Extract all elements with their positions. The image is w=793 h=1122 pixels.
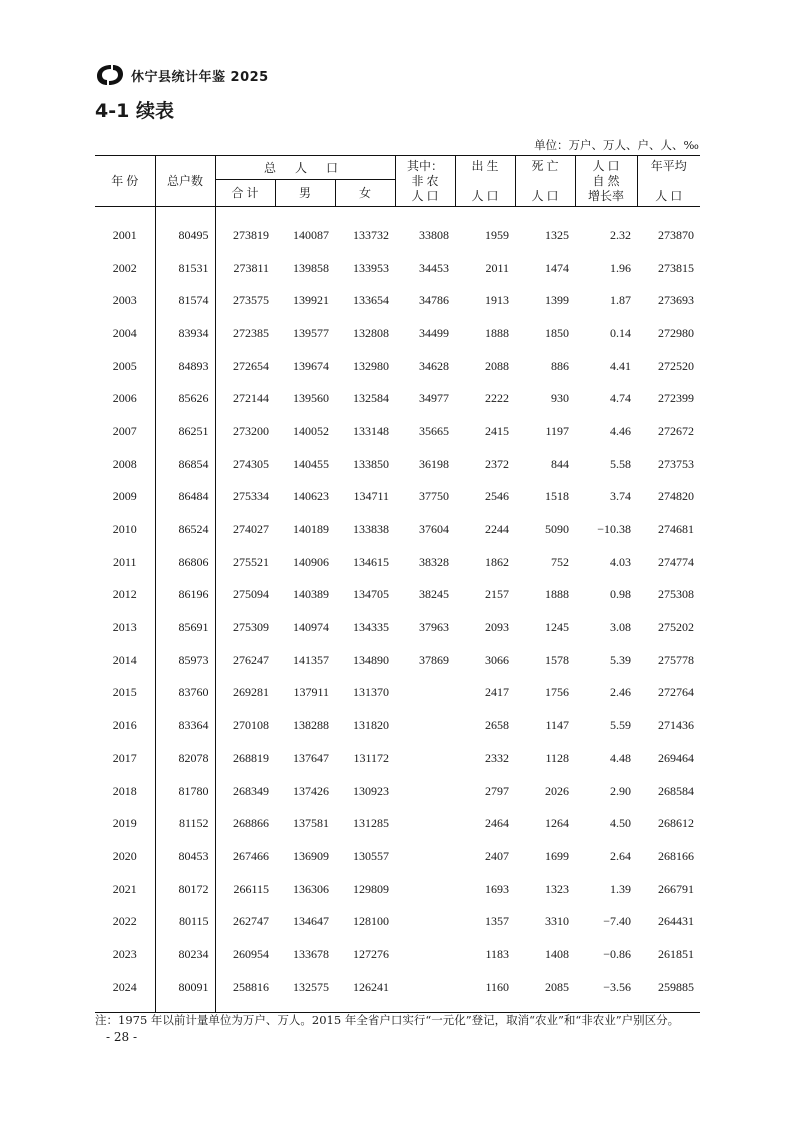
col-households: 总户数 <box>155 156 215 207</box>
table-row <box>95 317 700 350</box>
value-cell: 2222 <box>485 391 509 406</box>
col-average-population: 年平均 人 口 <box>637 156 700 207</box>
value-cell: 268349 <box>233 783 269 798</box>
value-cell: 134647 <box>293 914 329 929</box>
value-cell: 3.74 <box>610 489 631 504</box>
year-cell: 2006 <box>95 382 155 415</box>
value-cell: 1888 <box>485 325 509 340</box>
value-cell <box>395 905 455 938</box>
value-cell: 273575 <box>233 293 269 308</box>
value-cell: 3.08 <box>610 620 631 635</box>
value-cell: 272764 <box>658 685 694 700</box>
table-row <box>95 382 700 415</box>
value-cell: 275202 <box>658 620 694 635</box>
value-cell: 35665 <box>419 423 449 438</box>
col-year: 年 份 <box>95 156 155 207</box>
value-cell: 139577 <box>293 325 329 340</box>
value-cell: 268584 <box>658 783 694 798</box>
value-cell: 1474 <box>545 260 569 275</box>
col-male: 男 <box>275 180 335 207</box>
value-cell: 273815 <box>658 260 694 275</box>
value-cell: 37963 <box>419 620 449 635</box>
year-cell: 2012 <box>95 579 155 612</box>
value-cell: 133838 <box>353 522 389 537</box>
value-cell: −7.40 <box>603 914 631 929</box>
value-cell: 262747 <box>233 914 269 929</box>
value-cell: 131285 <box>353 816 389 831</box>
year-cell: 2015 <box>95 677 155 710</box>
value-cell: 2011 <box>485 260 509 275</box>
value-cell: 37750 <box>419 489 449 504</box>
year-cell: 2016 <box>95 709 155 742</box>
value-cell: 272672 <box>658 423 694 438</box>
col-deaths: 死 亡 人 口 <box>515 156 575 207</box>
value-cell: 1160 <box>455 971 515 1012</box>
table-row <box>95 873 700 906</box>
value-cell: 141357 <box>293 652 329 667</box>
year-cell: 2007 <box>95 415 155 448</box>
value-cell: 1.96 <box>610 260 631 275</box>
value-cell: 275334 <box>233 489 269 504</box>
value-cell <box>395 971 455 1012</box>
year-cell: 2018 <box>95 775 155 808</box>
value-cell: 133678 <box>293 946 329 961</box>
value-cell: 134335 <box>353 620 389 635</box>
value-cell: 844 <box>551 456 569 471</box>
table-row <box>95 284 700 317</box>
table-row <box>95 775 700 808</box>
value-cell: 266115 <box>233 881 269 896</box>
value-cell: 134711 <box>353 489 389 504</box>
value-cell: 80172 <box>155 873 215 906</box>
table-row <box>95 742 700 775</box>
value-cell: 81531 <box>155 252 215 285</box>
year-cell: 2005 <box>95 350 155 383</box>
value-cell: 2407 <box>485 848 509 863</box>
value-cell: 2093 <box>485 620 509 635</box>
value-cell: 133850 <box>353 456 389 471</box>
value-cell: 2085 <box>515 971 575 1012</box>
value-cell <box>395 677 455 710</box>
table-row <box>95 350 700 383</box>
value-cell: 130557 <box>353 848 389 863</box>
year-cell: 2020 <box>95 840 155 873</box>
value-cell: 5090 <box>545 522 569 537</box>
value-cell: 2546 <box>485 489 509 504</box>
page-header <box>95 62 269 88</box>
value-cell: 84893 <box>155 350 215 383</box>
year-cell: 2022 <box>95 905 155 938</box>
value-cell: 132808 <box>353 325 389 340</box>
table-row <box>95 938 700 971</box>
value-cell: 137581 <box>293 816 329 831</box>
value-cell: −0.86 <box>603 946 631 961</box>
value-cell: 4.41 <box>610 358 631 373</box>
year-cell: 2009 <box>95 481 155 514</box>
value-cell: 126241 <box>335 971 395 1012</box>
value-cell: 140906 <box>293 554 329 569</box>
value-cell: 275308 <box>658 587 694 602</box>
value-cell: 133953 <box>353 260 389 275</box>
value-cell: 37869 <box>419 652 449 667</box>
value-cell: 80495 <box>155 207 215 252</box>
value-cell: 131820 <box>353 718 389 733</box>
value-cell: 274027 <box>233 522 269 537</box>
value-cell: 272144 <box>233 391 269 406</box>
population-table <box>95 155 700 1013</box>
value-cell: 132575 <box>275 971 335 1012</box>
value-cell: 4.50 <box>610 816 631 831</box>
table-row <box>95 252 700 285</box>
table-row <box>95 415 700 448</box>
year-cell: 2003 <box>95 284 155 317</box>
value-cell: 1699 <box>545 848 569 863</box>
value-cell <box>395 807 455 840</box>
value-cell: 886 <box>551 358 569 373</box>
value-cell: 270108 <box>233 718 269 733</box>
value-cell: 1756 <box>545 685 569 700</box>
value-cell: 1325 <box>545 227 569 242</box>
value-cell: 85691 <box>155 611 215 644</box>
value-cell: 273693 <box>658 293 694 308</box>
value-cell: 82078 <box>155 742 215 775</box>
col-growth-rate: 人 口 自 然 增长率 <box>575 156 637 207</box>
value-cell: −10.38 <box>597 522 631 537</box>
value-cell: 1128 <box>545 750 569 765</box>
value-cell: 268612 <box>658 816 694 831</box>
value-cell: 273870 <box>658 227 694 242</box>
value-cell: 276247 <box>233 652 269 667</box>
value-cell <box>395 775 455 808</box>
value-cell: 86854 <box>155 448 215 481</box>
year-cell: 2011 <box>95 546 155 579</box>
value-cell: 86251 <box>155 415 215 448</box>
value-cell: 274774 <box>658 554 694 569</box>
value-cell: 274305 <box>233 456 269 471</box>
value-cell: 1.39 <box>610 881 631 896</box>
value-cell: 273811 <box>233 260 269 275</box>
value-cell: 266791 <box>658 881 694 896</box>
value-cell: 34628 <box>419 358 449 373</box>
value-cell: 38245 <box>419 587 449 602</box>
value-cell: 275094 <box>233 587 269 602</box>
value-cell: 139858 <box>293 260 329 275</box>
value-cell: 1183 <box>485 946 509 961</box>
value-cell: 86484 <box>155 481 215 514</box>
value-cell: 264431 <box>658 914 694 929</box>
value-cell: 2372 <box>485 456 509 471</box>
value-cell: 259885 <box>637 971 700 1012</box>
value-cell: 1693 <box>485 881 509 896</box>
value-cell: 1264 <box>545 816 569 831</box>
value-cell: 2157 <box>485 587 509 602</box>
year-cell: 2004 <box>95 317 155 350</box>
value-cell: 140189 <box>293 522 329 537</box>
value-cell: 273753 <box>658 456 694 471</box>
value-cell: 140389 <box>293 587 329 602</box>
value-cell: 1408 <box>545 946 569 961</box>
col-female: 女 <box>335 180 395 207</box>
value-cell: 930 <box>551 391 569 406</box>
value-cell: 2332 <box>485 750 509 765</box>
value-cell: 86524 <box>155 513 215 546</box>
value-cell: 1357 <box>485 914 509 929</box>
page-number: - 28 - <box>106 1030 138 1044</box>
value-cell: 5.59 <box>610 718 631 733</box>
value-cell: 268866 <box>233 816 269 831</box>
value-cell: 139674 <box>293 358 329 373</box>
value-cell: 267466 <box>233 848 269 863</box>
value-cell: 80234 <box>155 938 215 971</box>
value-cell: 4.74 <box>610 391 631 406</box>
value-cell: 36198 <box>419 456 449 471</box>
value-cell: 132584 <box>353 391 389 406</box>
value-cell: 1888 <box>545 587 569 602</box>
value-cell: 134890 <box>353 652 389 667</box>
table-row <box>95 546 700 579</box>
value-cell: 136306 <box>293 881 329 896</box>
value-cell <box>395 873 455 906</box>
value-cell: 80091 <box>155 971 215 1012</box>
value-cell: 268819 <box>233 750 269 765</box>
year-cell: 2013 <box>95 611 155 644</box>
table-row <box>95 579 700 612</box>
value-cell: 1578 <box>545 652 569 667</box>
value-cell: 261851 <box>658 946 694 961</box>
value-cell: 2.32 <box>610 227 631 242</box>
value-cell: 134705 <box>353 587 389 602</box>
value-cell: 81574 <box>155 284 215 317</box>
value-cell: 140974 <box>293 620 329 635</box>
value-cell: 0.98 <box>610 587 631 602</box>
table-row <box>95 677 700 710</box>
value-cell <box>395 938 455 971</box>
year-cell: 2010 <box>95 513 155 546</box>
value-cell: 2.64 <box>610 848 631 863</box>
value-cell: 272385 <box>233 325 269 340</box>
value-cell: 268166 <box>658 848 694 863</box>
table-row <box>95 644 700 677</box>
value-cell: 2026 <box>545 783 569 798</box>
value-cell: 1518 <box>545 489 569 504</box>
value-cell: 140052 <box>293 423 329 438</box>
value-cell: 33808 <box>419 227 449 242</box>
footnote: 注：1975 年以前计量单位为万户、万人。2015 年全省户口实行“一元化”登记，取消“农业”和“非农业”户别区分。 <box>95 1013 680 1027</box>
value-cell: 139921 <box>293 293 329 308</box>
col-nonagri: 其中： 非 农 人 口 <box>395 156 455 207</box>
table-row <box>95 709 700 742</box>
value-cell: 273200 <box>233 423 269 438</box>
value-cell: 83934 <box>155 317 215 350</box>
value-cell: 134615 <box>353 554 389 569</box>
col-total: 合 计 <box>215 180 275 207</box>
value-cell: 4.46 <box>610 423 631 438</box>
table-row <box>95 448 700 481</box>
value-cell: 133732 <box>353 227 389 242</box>
value-cell: 34786 <box>419 293 449 308</box>
value-cell: 37604 <box>419 522 449 537</box>
value-cell: 274681 <box>658 522 694 537</box>
value-cell: 274820 <box>658 489 694 504</box>
value-cell: 80453 <box>155 840 215 873</box>
value-cell: 275309 <box>233 620 269 635</box>
value-cell: 5.39 <box>610 652 631 667</box>
value-cell: 34453 <box>419 260 449 275</box>
value-cell: 81780 <box>155 775 215 808</box>
value-cell: 1147 <box>545 718 569 733</box>
value-cell: 275521 <box>233 554 269 569</box>
value-cell: 2088 <box>485 358 509 373</box>
yearbook-logo-icon <box>95 63 125 87</box>
value-cell: 269281 <box>233 685 269 700</box>
value-cell: 86806 <box>155 546 215 579</box>
value-cell: 269464 <box>658 750 694 765</box>
value-cell: 258816 <box>215 971 275 1012</box>
value-cell: 85626 <box>155 382 215 415</box>
value-cell: 272980 <box>658 325 694 340</box>
table-row <box>95 971 700 1012</box>
value-cell: 1959 <box>485 227 509 242</box>
value-cell: 130923 <box>353 783 389 798</box>
book-title: 休宁县统计年鉴 2025 <box>131 69 269 85</box>
year-cell: 2024 <box>95 971 155 1012</box>
value-cell: 80115 <box>155 905 215 938</box>
value-cell: 272520 <box>658 358 694 373</box>
value-cell <box>395 742 455 775</box>
table-row <box>95 840 700 873</box>
value-cell: 1323 <box>545 881 569 896</box>
value-cell: 752 <box>551 554 569 569</box>
value-cell: 3066 <box>485 652 509 667</box>
table-row <box>95 481 700 514</box>
year-cell: 2002 <box>95 252 155 285</box>
value-cell: 275778 <box>658 652 694 667</box>
year-cell: 2019 <box>95 807 155 840</box>
value-cell: 1862 <box>485 554 509 569</box>
value-cell: 2658 <box>485 718 509 733</box>
table-row <box>95 905 700 938</box>
year-cell: 2014 <box>95 644 155 677</box>
value-cell: 38328 <box>419 554 449 569</box>
value-cell: 85973 <box>155 644 215 677</box>
value-cell: 273819 <box>233 227 269 242</box>
year-cell: 2017 <box>95 742 155 775</box>
value-cell: 4.48 <box>610 750 631 765</box>
value-cell: 137911 <box>293 685 329 700</box>
table-row <box>95 611 700 644</box>
year-cell: 2001 <box>95 207 155 252</box>
section-title: 4-1 续表 <box>95 100 174 122</box>
value-cell: 5.58 <box>610 456 631 471</box>
value-cell: 131172 <box>353 750 389 765</box>
value-cell: 2417 <box>485 685 509 700</box>
year-cell: 2023 <box>95 938 155 971</box>
table-row <box>95 207 700 252</box>
value-cell: 83760 <box>155 677 215 710</box>
value-cell: 129809 <box>353 881 389 896</box>
value-cell: 86196 <box>155 579 215 612</box>
value-cell: −3.56 <box>575 971 637 1012</box>
value-cell: 132980 <box>353 358 389 373</box>
col-total-population: 总 人 口 <box>215 156 395 180</box>
value-cell: 1850 <box>545 325 569 340</box>
col-births: 出 生 人 口 <box>455 156 515 207</box>
value-cell: 128100 <box>353 914 389 929</box>
value-cell: 137647 <box>293 750 329 765</box>
value-cell: 1197 <box>545 423 569 438</box>
value-cell: 133148 <box>353 423 389 438</box>
table-row <box>95 807 700 840</box>
value-cell: 2.46 <box>610 685 631 700</box>
value-cell: 2464 <box>485 816 509 831</box>
value-cell: 138288 <box>293 718 329 733</box>
value-cell: 2.90 <box>610 783 631 798</box>
table-row <box>95 513 700 546</box>
value-cell: 139560 <box>293 391 329 406</box>
value-cell: 133654 <box>353 293 389 308</box>
value-cell: 131370 <box>353 685 389 700</box>
value-cell <box>395 709 455 742</box>
value-cell: 272399 <box>658 391 694 406</box>
unit-label: 单位：万户、万人、户、人、‰ <box>534 138 699 152</box>
value-cell: 2797 <box>485 783 509 798</box>
value-cell: 271436 <box>658 718 694 733</box>
value-cell: 136909 <box>293 848 329 863</box>
value-cell: 140087 <box>293 227 329 242</box>
value-cell: 34499 <box>419 325 449 340</box>
value-cell: 127276 <box>353 946 389 961</box>
value-cell: 1.87 <box>610 293 631 308</box>
value-cell: 0.14 <box>610 325 631 340</box>
value-cell: 2415 <box>485 423 509 438</box>
value-cell: 260954 <box>233 946 269 961</box>
value-cell: 4.03 <box>610 554 631 569</box>
value-cell: 140455 <box>293 456 329 471</box>
value-cell: 137426 <box>293 783 329 798</box>
value-cell: 1913 <box>485 293 509 308</box>
value-cell <box>395 840 455 873</box>
value-cell: 83364 <box>155 709 215 742</box>
year-cell: 2008 <box>95 448 155 481</box>
value-cell: 272654 <box>233 358 269 373</box>
table-body <box>95 207 700 1013</box>
value-cell: 81152 <box>155 807 215 840</box>
value-cell: 3310 <box>545 914 569 929</box>
value-cell: 140623 <box>293 489 329 504</box>
value-cell: 1245 <box>545 620 569 635</box>
year-cell: 2021 <box>95 873 155 906</box>
value-cell: 1399 <box>545 293 569 308</box>
value-cell: 2244 <box>485 522 509 537</box>
value-cell: 34977 <box>419 391 449 406</box>
